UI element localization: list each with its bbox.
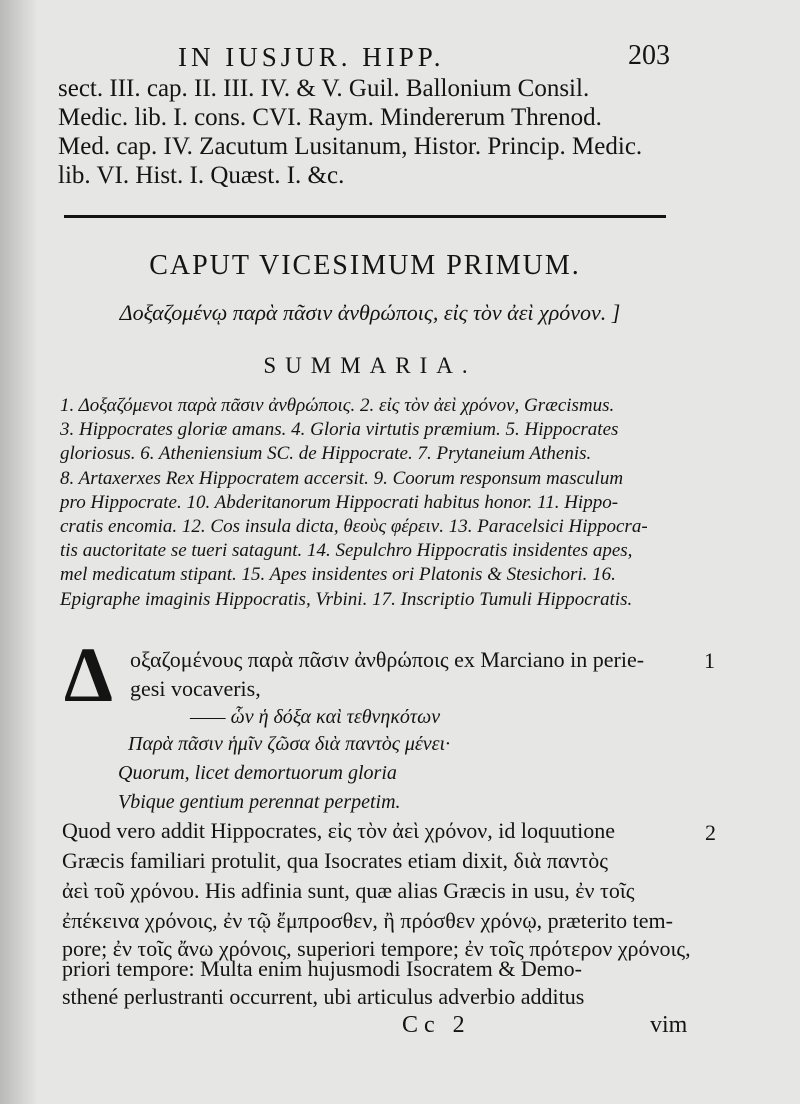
top-text-line-1: sect. III. cap. II. III. IV. & V. Guil. Ballonium Consil. <box>58 75 590 102</box>
summary-line: pro Hippocrate. 10. Abderitanorum Hippocrati habitus honor. 11. Hippo- <box>60 491 619 513</box>
page-number: 203 <box>628 40 670 71</box>
verse-line: Vbique gentium perennat perpetim. <box>118 791 401 813</box>
summaria-heading: SUMMARIA. <box>263 353 477 378</box>
summary-line: 1. Δοξαζόμενοι παρὰ πᾶσιν ἀνθρώποις. 2. εἰς τὸν ἀεὶ χρόνον, Græcismus. <box>60 395 615 416</box>
margin-number: 1 <box>704 648 715 673</box>
catchword: vim <box>650 1012 688 1038</box>
body-line: ἀεὶ τοῦ χρόνου. His adfinia sunt, quæ alias Græcis in usu, ἐν τοῖς <box>62 878 635 903</box>
body-line: pore; ἐν τοῖς ἄνω χρόνοις, superiori tempore; ἐν τοῖς πρότερον χρόνοις, <box>62 936 691 961</box>
body-line: Græcis familiari protulit, qua Isocrates etiam dixit, διὰ παντὸς <box>62 848 608 873</box>
summary-line: cratis encomia. 12. Cos insula dicta, θεοὺς φέρειν. 13. Paracelsici Hippocra- <box>60 516 648 538</box>
verse-line: —— ὧν ἡ δόξα καὶ τεθνηκότων <box>190 706 441 728</box>
margin-number: 2 <box>705 820 716 845</box>
signature-mark: Cc 2 <box>402 1012 471 1038</box>
summary-line: 8. Artaxerxes Rex Hippocratem accersit. 9. Coorum responsum masculum <box>60 467 624 489</box>
verse-line: Παρὰ πᾶσιν ἡμῖν ζῶσα διὰ παντὸς μένει· <box>128 733 451 755</box>
body-line: Quod vero addit Hippocrates, εἰς τὸν ἀεὶ χρόνον, id loquutione <box>62 818 615 843</box>
body-line: priori tempore: Multa enim hujusmodi Isocratem & Demo- <box>62 956 582 981</box>
verse-line: Quorum, licet demortuorum gloria <box>118 762 397 784</box>
summary-line: tis auctoritate se tueri satagunt. 14. Sepulchro Hippocratis insidentes apes, <box>60 540 633 562</box>
summary-block <box>60 394 710 612</box>
body-line: sthené perlustranti occurrent, ubi articulus adverbio additus <box>62 984 585 1009</box>
summary-line: Epigraphe imaginis Hippocratis, Vrbini. 17. Inscriptio Tumuli Hippocratis. <box>60 588 633 610</box>
chapter-title: CAPUT VICESIMUM PRIMUM. <box>149 250 581 281</box>
body-first-line: οξαζομένους παρὰ πᾶσιν ἀνθρώποις ex Marciano in perie- <box>130 647 645 672</box>
top-text-line-2: Medic. lib. I. cons. CVI. Raym. Mindererum Threnod. <box>58 104 602 131</box>
summary-line: 3. Hippocrates gloriæ amans. 4. Gloria virtutis præmium. 5. Hippocrates <box>60 419 619 441</box>
drop-cap: Δ <box>64 631 113 718</box>
running-head: IN IUSJUR. HIPP. <box>178 42 445 72</box>
chapter-greek-title: Δοξαζομένῳ παρὰ πᾶσιν ἀνθρώποις, εἰς τὸν ἀεὶ χρόνον. ] <box>119 300 621 325</box>
summary-line: gloriosus. 6. Atheniensium SC. de Hippocrate. 7. Prytaneium Athenis. <box>60 443 592 465</box>
body-line: ἐπέκεινα χρόνοις, ἐν τῷ ἔμπροσθεν, ἢ πρόσθεν χρόνῳ, præterito tem- <box>62 908 673 933</box>
section-rule <box>64 215 666 218</box>
body-second-line: gesi vocaveris, <box>130 676 261 701</box>
top-text-line-4: lib. VI. Hist. I. Quæst. I. &c. <box>58 162 345 189</box>
page-edge-shadow <box>0 0 38 1104</box>
top-text-line-3: Med. cap. IV. Zacutum Lusitanum, Histor. Princip. Medic. <box>58 133 643 160</box>
summary-line: mel medicatum stipant. 15. Apes insidentes ori Platonis & Stesichori. 16. <box>60 564 616 586</box>
